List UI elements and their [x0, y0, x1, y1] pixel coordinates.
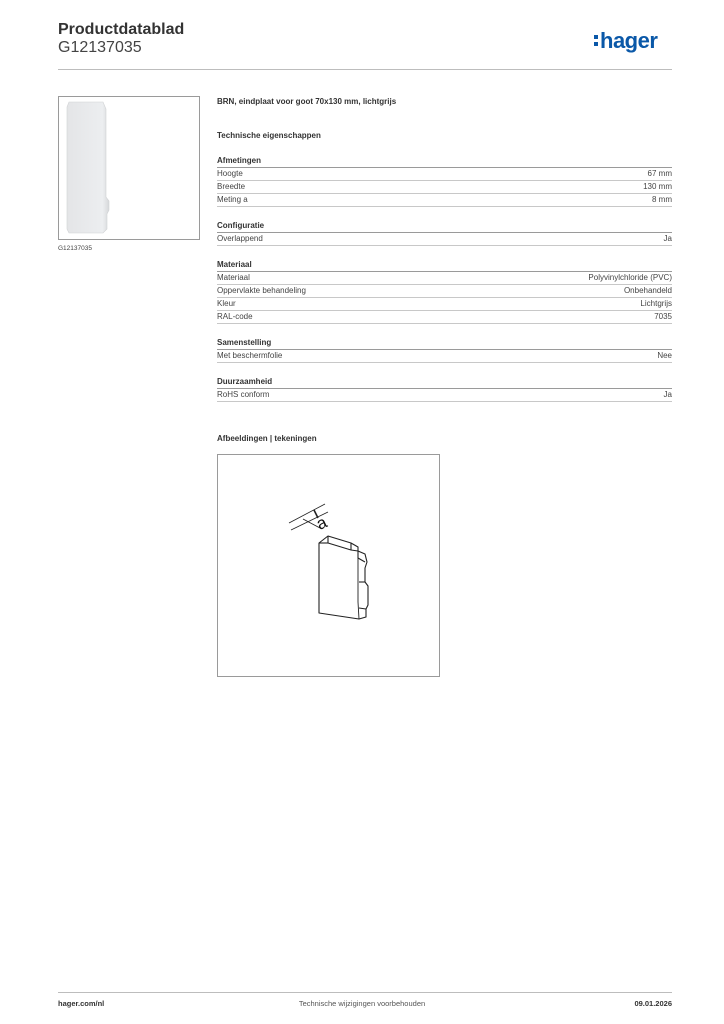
property-label: Breedte: [217, 182, 246, 191]
section-title: Duurzaamheid: [217, 376, 672, 389]
properties-column: [217, 96, 672, 402]
property-label: Hoogte: [217, 169, 243, 178]
property-row: [217, 181, 672, 194]
property-value: 8 mm: [652, 195, 672, 204]
svg-text:hager: hager: [600, 29, 658, 53]
property-label: RoHS conform: [217, 390, 270, 399]
section-configuratie: [217, 220, 672, 246]
property-label: Met beschermfolie: [217, 351, 283, 360]
property-label: Meting a: [217, 195, 248, 204]
property-row: [217, 168, 672, 181]
property-value: Ja: [663, 390, 672, 399]
property-row: [217, 350, 672, 363]
property-value: Onbehandeld: [623, 286, 672, 295]
product-photo: [58, 96, 200, 240]
property-row: [217, 311, 672, 324]
header-divider: [58, 69, 672, 70]
property-row: [217, 285, 672, 298]
property-value: Lichtgrijs: [640, 299, 672, 308]
property-row: [217, 233, 672, 246]
product-photo-caption: G12137035: [58, 245, 92, 252]
property-value: Nee: [657, 351, 672, 360]
footer-date: 09.01.2026: [634, 999, 672, 1008]
property-row: [217, 298, 672, 311]
property-sections: [217, 155, 672, 402]
dimension-a-label: a: [313, 512, 330, 534]
property-value: 130 mm: [643, 182, 672, 191]
section-afmetingen: [217, 155, 672, 207]
section-title: Configuratie: [217, 220, 672, 233]
product-description: BRN, eindplaat voor goot 70x130 mm, lichtgrijs: [217, 97, 397, 106]
product-code: G12137035: [58, 39, 142, 56]
end-plate-drawing: [218, 455, 439, 676]
end-plate-photo: [59, 97, 199, 239]
property-value: Polyvinylchloride (PVC): [588, 273, 672, 282]
property-label: Overlappend: [217, 234, 263, 243]
technical-drawing: [217, 454, 440, 677]
tech-properties-heading: Technische eigenschappen: [217, 131, 321, 140]
images-heading: Afbeeldingen | tekeningen: [217, 434, 317, 443]
property-value: 7035: [654, 312, 672, 321]
property-row: [217, 272, 672, 285]
property-label: Oppervlakte behandeling: [217, 286, 306, 295]
section-title: Materiaal: [217, 259, 672, 272]
property-row: [217, 389, 672, 402]
property-label: Kleur: [217, 299, 236, 308]
hager-logo: [594, 29, 674, 55]
footer-website-link[interactable]: hager.com/nl: [58, 999, 105, 1008]
footer-disclaimer: Technische wijzigingen voorbehouden: [298, 999, 426, 1008]
footer-divider: [58, 992, 672, 993]
property-row: [217, 194, 672, 207]
property-value: Ja: [663, 234, 672, 243]
property-label: RAL-code: [217, 312, 253, 321]
property-value: 67 mm: [647, 169, 672, 178]
section-materiaal: [217, 259, 672, 324]
page-title: Productdatablad: [58, 21, 185, 38]
property-label: Materiaal: [217, 273, 250, 282]
section-title: Afmetingen: [217, 155, 672, 168]
section-samenstelling: [217, 337, 672, 363]
section-title: Samenstelling: [217, 337, 672, 350]
section-duurzaamheid: [217, 376, 672, 402]
